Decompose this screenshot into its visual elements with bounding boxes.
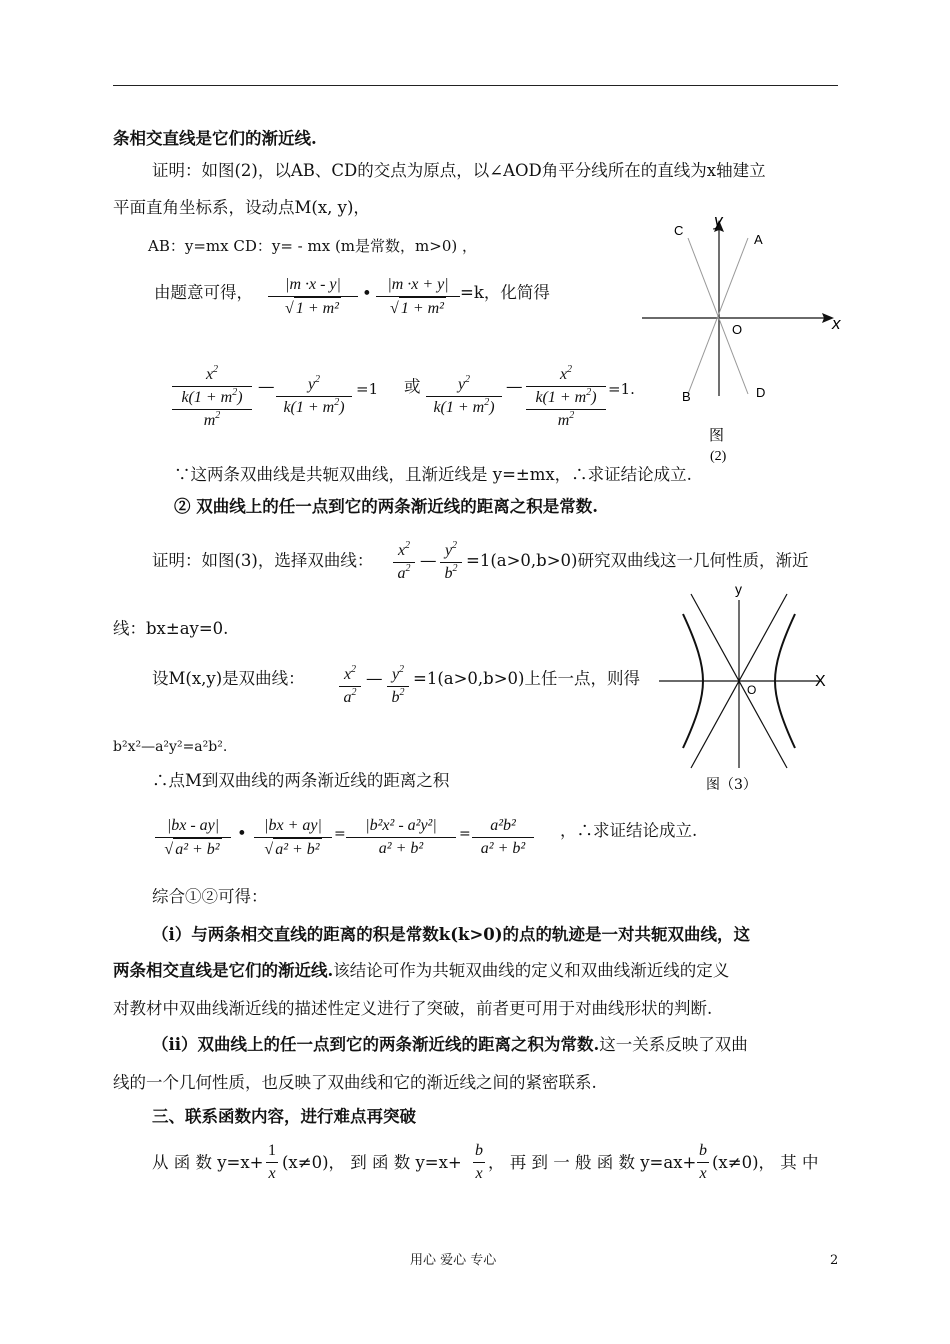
dot-operator: • [362, 284, 372, 303]
para-line: ② 双曲线上的任一点到它的两条渐近线的距离之积是常数. [174, 497, 598, 516]
equals: =1 [356, 380, 379, 398]
numerator: |m ·x + y| [387, 276, 449, 293]
para-line: 证明：如图(2)，以AB、CD的交点为原点，以∠AOD角平分线所在的直线为x轴建立 [152, 161, 766, 180]
fraction: $y^2$ $b^2$ [440, 540, 462, 585]
label-y: y [714, 211, 723, 230]
para-line: ， 再 到 一 般 函 数 y=ax+ [488, 1153, 697, 1172]
fraction: $y^2$ $k(1 + m^2)$ [426, 374, 502, 419]
minus-sign: — [420, 551, 437, 570]
denominator: √ 1 + m² [285, 297, 341, 320]
fraction: |b²x² - a²y²| a² + b² [346, 815, 456, 860]
para-line: 对教材中双曲线渐近线的描述性定义进行了突破，前者更可用于对曲线形状的判断. [113, 999, 713, 1018]
fraction: $y^2$ $b^2$ [387, 664, 409, 709]
para-line: 线：bx±ay=0. [113, 619, 229, 638]
fraction: 1 x [268, 1142, 276, 1182]
denominator: √ 1 + m² [390, 297, 446, 320]
para-line: 设M(x,y)是双曲线： [152, 669, 305, 688]
para-line: =1(a>0,b>0)上任一点，则得 [413, 669, 640, 688]
footer: 用心 爱心 专心 [410, 1253, 497, 1268]
fraction [376, 274, 460, 320]
para-line: （ⅰ）与两条相交直线的距离的积是常数k(k>0)的点的轨迹是一对共轭双曲线，这 [152, 925, 751, 944]
para-line: ，∴求证结论成立. [560, 821, 698, 840]
fraction: $x^2$ $a^2$ [339, 664, 361, 709]
para-line: 由题意可得， [154, 283, 253, 302]
figure-2 [636, 208, 848, 470]
radicand: 1 + m² [294, 297, 341, 320]
fraction: b x [475, 1142, 483, 1182]
label-B: B [682, 389, 691, 404]
para-line: =k，化简得 [460, 283, 550, 302]
para-line: 从 函 数 y=x+ [152, 1153, 264, 1172]
fraction: $x^2$ $a^2$ [393, 540, 415, 585]
equals: = [334, 826, 346, 842]
fraction: b x [699, 1142, 707, 1182]
minus-sign: — [366, 669, 383, 688]
equals: = [459, 826, 471, 842]
label-A: A [754, 232, 763, 247]
minus-sign: — [506, 377, 523, 396]
para-line: ∴点M到双曲线的两条渐近线的距离之积 [152, 771, 450, 790]
fraction: $y^2$ $k(1 + m^2)$ [276, 374, 352, 419]
fraction: |bx - ay| √ a² + b² [155, 815, 231, 861]
label-D: D [756, 385, 766, 400]
para-line: (x≠0)， 到 函 数 y=x+ [282, 1153, 462, 1172]
caption: (2) [710, 449, 727, 464]
label-C: C [674, 223, 684, 238]
dot-operator: • [237, 824, 247, 843]
label-O: O [732, 322, 743, 337]
caption: 图 [709, 426, 725, 444]
equals: =1. [608, 380, 635, 398]
para-line: (x≠0)， 其 中 [712, 1153, 819, 1172]
header-rule [113, 85, 838, 86]
para-line: ∵这两条双曲线是共轭双曲线，且渐近线是 y=±mx，∴求证结论成立. [174, 465, 692, 484]
radicand: 1 + m² [399, 297, 446, 320]
caption: 图（3） [706, 777, 757, 793]
para-line: 两条相交直线是它们的渐近线.该结论可作为共轭双曲线的定义和双曲线渐近线的定义 [113, 961, 730, 980]
para-line: （ⅱ）双曲线上的任一点到它的两条渐近线的距离之积为常数.这一关系反映了双曲 [152, 1035, 748, 1054]
label-x: X [815, 673, 826, 690]
para-line: AB：y=mx CD：y= - mx (m是常数，m>0) ， [148, 237, 477, 255]
label-x: x [832, 314, 841, 333]
para-line: =1(a>0,b>0)研究双曲线这一几何性质，渐近 [466, 551, 809, 570]
figure-3 [655, 572, 845, 804]
fraction [268, 274, 358, 320]
section-heading: 三、联系函数内容，进行难点再突破 [152, 1107, 416, 1126]
minus-sign: — [258, 377, 275, 396]
page-number: 2 [830, 1253, 839, 1268]
label-O: O [747, 683, 757, 697]
or-word: 或 [404, 377, 421, 396]
fraction: a²b² a² + b² [472, 815, 534, 860]
compound-fraction: $x^2$ $k(1 + m^2)$ $m^2$ [526, 364, 606, 432]
para-line: 条相交直线是它们的渐近线. [113, 129, 317, 148]
para-line: 平面直角坐标系，设动点M(x, y)， [113, 198, 370, 217]
para-line: b²x²—a²y²=a²b². [113, 739, 228, 755]
para-line: 线的一个几何性质，也反映了双曲线和它的渐近线之间的紧密联系. [113, 1073, 597, 1092]
numerator: |m ·x - y| [285, 276, 341, 293]
para-line: 综合①②可得： [152, 887, 268, 906]
fraction: |bx + ay| √ a² + b² [254, 815, 332, 861]
compound-fraction: $x^2$ $k(1 + m^2)$ $m^2$ [172, 364, 252, 432]
label-y: y [735, 581, 742, 597]
para-line: 证明：如图(3)，选择双曲线： [152, 551, 374, 570]
